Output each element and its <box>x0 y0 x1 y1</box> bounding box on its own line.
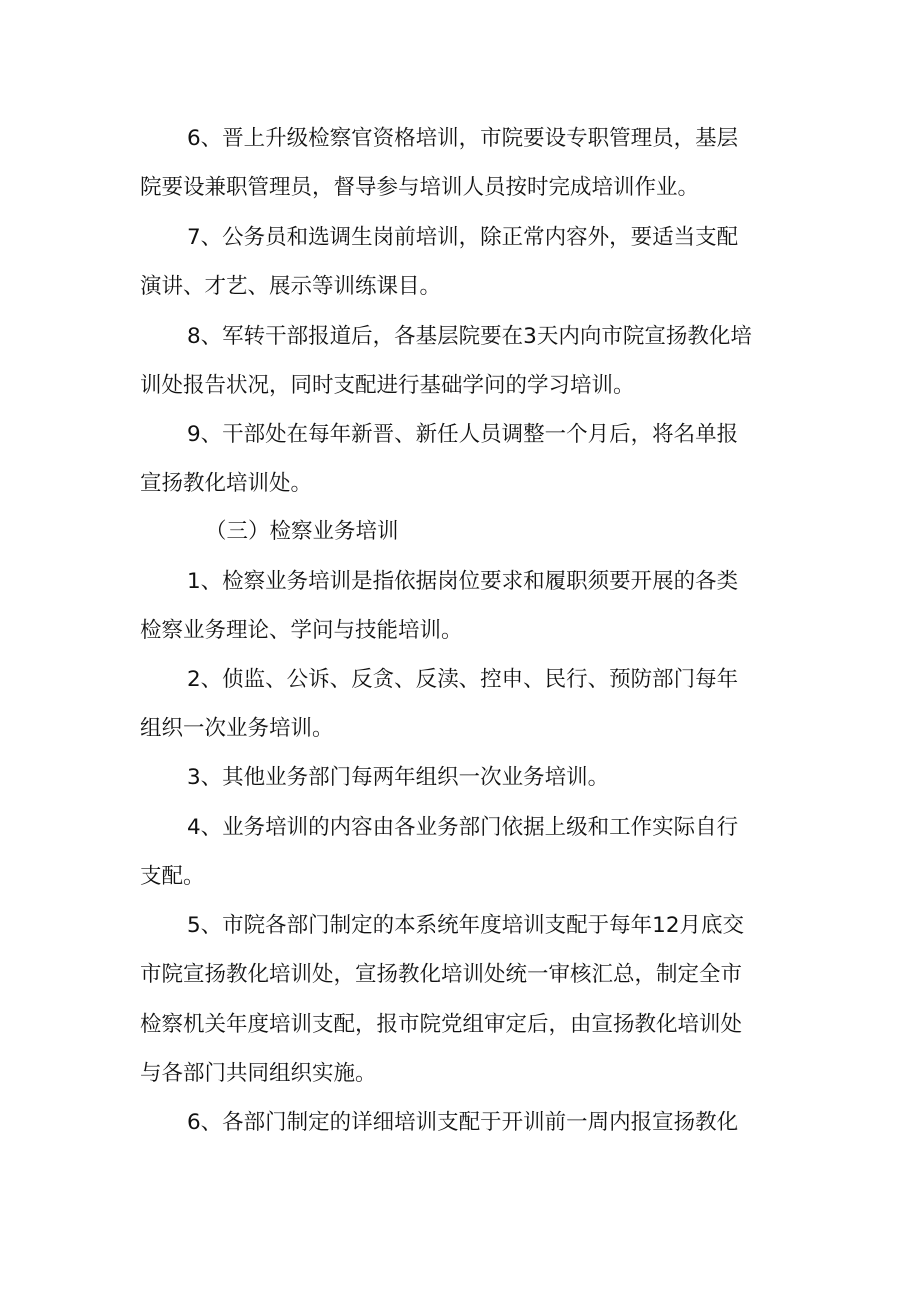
paragraph-line: 检察业务理论、学问与技能培训。 <box>140 618 463 643</box>
paragraph-line: 9、干部处在每年新晋、新任人员调整一个月后，将名单报 <box>187 422 739 447</box>
paragraph-line: 与各部门共同组织实施。 <box>140 1061 377 1086</box>
paragraph-line: 3、其他业务部门每两年组织一次业务培训。 <box>187 765 610 790</box>
paragraph-line: 6、各部门制定的详细培训支配于开训前一周内报宣扬教化 <box>187 1110 739 1135</box>
paragraph-line: 演讲、才艺、展示等训练课目。 <box>140 274 442 299</box>
paragraph-line: 训处报告状况，同时支配进行基础学问的学习培训。 <box>140 373 635 398</box>
paragraph-line: 4、业务培训的内容由各业务部门依据上级和工作实际自行 <box>187 815 739 840</box>
paragraph-line: 1、检察业务培训是指依据岗位要求和履职须要开展的各类 <box>187 569 739 594</box>
paragraph-line: 市院宣扬教化培训处，宣扬教化培训处统一审核汇总，制定全市 <box>140 962 743 987</box>
paragraph-line: 检察机关年度培训支配，报市院党组审定后，由宣扬教化培训处 <box>140 1012 743 1037</box>
paragraph-line: 组织一次业务培训。 <box>140 716 334 741</box>
section-heading: （三）检察业务培训 <box>205 519 399 544</box>
paragraph-line: 宣扬教化培训处。 <box>140 471 313 496</box>
paragraph-line: 7、公务员和选调生岗前培训，除正常内容外，要适当支配 <box>187 225 739 250</box>
paragraph-line: 8、军转干部报道后，各基层院要在3天内向市院宣扬教化培 <box>187 324 752 349</box>
paragraph-line: 6、晋上升级检察官资格培训，市院要设专职管理员，基层 <box>187 126 739 151</box>
paragraph-line: 5、市院各部门制定的本系统年度培训支配于每年12月底交 <box>187 913 745 938</box>
paragraph-line: 2、侦监、公诉、反贪、反渎、控申、民行、预防部门每年 <box>187 667 739 692</box>
paragraph-line: 院要设兼职管理员，督导参与培训人员按时完成培训作业。 <box>140 175 700 200</box>
paragraph-line: 支配。 <box>140 864 205 889</box>
